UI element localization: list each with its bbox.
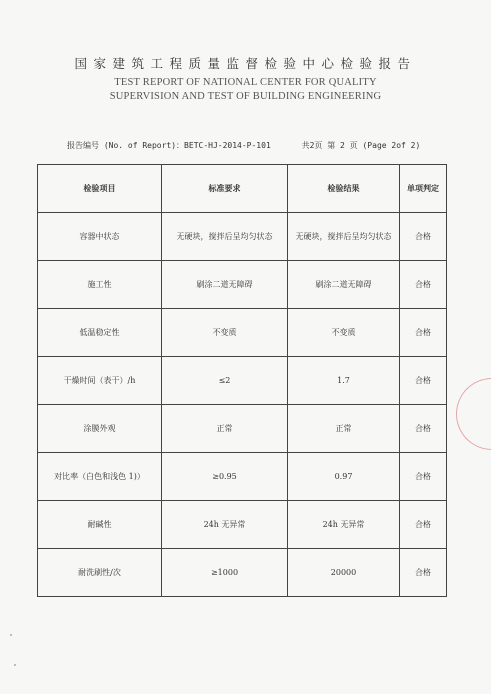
table-row xyxy=(38,357,447,405)
cell-item: 容器中状态 xyxy=(38,213,162,261)
cell-item: 涂膜外观 xyxy=(38,405,162,453)
scan-speck xyxy=(14,664,16,666)
report-title-en-line2: SUPERVISION AND TEST OF BUILDING ENGINEERING xyxy=(109,91,382,102)
cell-item: 低温稳定性 xyxy=(38,309,162,357)
cell-requirement: 正常 xyxy=(162,405,288,453)
cell-verdict: 合格 xyxy=(400,213,447,261)
table-row xyxy=(38,261,447,309)
header-item: 检验项目 xyxy=(38,165,162,213)
cell-verdict: 合格 xyxy=(400,261,447,309)
table-row xyxy=(38,405,447,453)
cell-result: 不变质 xyxy=(288,309,400,357)
table-row xyxy=(38,213,447,261)
cell-result: 24h 无异常 xyxy=(288,501,400,549)
cell-result: 1.7 xyxy=(288,357,400,405)
cell-result: 正常 xyxy=(288,405,400,453)
report-title-en-line1: TEST REPORT OF NATIONAL CENTER FOR QUALITY xyxy=(114,77,377,88)
cell-requirement: 刷涂二道无障碍 xyxy=(162,261,288,309)
cell-result: 刷涂二道无障碍 xyxy=(288,261,400,309)
cell-verdict: 合格 xyxy=(400,405,447,453)
cell-item: 对比率（白色和浅色 1)） xyxy=(38,453,162,501)
cell-requirement: 24h 无异常 xyxy=(162,501,288,549)
table-header-row xyxy=(38,165,447,213)
page-indicator: 共2页 第 2 页 (Page 2of 2) xyxy=(301,141,421,150)
seal-stamp-edge xyxy=(456,378,491,450)
header-requirement: 标准要求 xyxy=(162,165,288,213)
cell-result: 0.97 xyxy=(288,453,400,501)
cell-item: 干燥时间（表干）/h xyxy=(38,357,162,405)
cell-verdict: 合格 xyxy=(400,501,447,549)
cell-result: 20000 xyxy=(288,549,400,597)
cell-requirement: ≥1000 xyxy=(162,549,288,597)
report-meta xyxy=(67,140,420,151)
cell-item: 耐洗刷性/次 xyxy=(38,549,162,597)
scan-speck xyxy=(10,634,12,636)
table-row xyxy=(38,453,447,501)
cell-result: 无硬块，搅拌后呈均匀状态 xyxy=(288,213,400,261)
table-row xyxy=(38,549,447,597)
cell-item: 耐碱性 xyxy=(38,501,162,549)
header-verdict: 单项判定 xyxy=(400,165,447,213)
header-result: 检验结果 xyxy=(288,165,400,213)
cell-requirement: 无硬块，搅拌后呈均匀状态 xyxy=(162,213,288,261)
cell-requirement: ≥0.95 xyxy=(162,453,288,501)
report-title-cn: 国家建筑工程质量监督检验中心检验报告 xyxy=(74,56,417,71)
cell-verdict: 合格 xyxy=(400,453,447,501)
table-row xyxy=(38,501,447,549)
table-row xyxy=(38,309,447,357)
test-results-table xyxy=(37,164,447,597)
cell-requirement: ≤2 xyxy=(162,357,288,405)
cell-requirement: 不变质 xyxy=(162,309,288,357)
cell-item: 施工性 xyxy=(38,261,162,309)
cell-verdict: 合格 xyxy=(400,309,447,357)
cell-verdict: 合格 xyxy=(400,357,447,405)
report-number: 报告编号 (No. of Report)：BETC-HJ-2014-P-101 xyxy=(67,141,271,150)
cell-verdict: 合格 xyxy=(400,549,447,597)
